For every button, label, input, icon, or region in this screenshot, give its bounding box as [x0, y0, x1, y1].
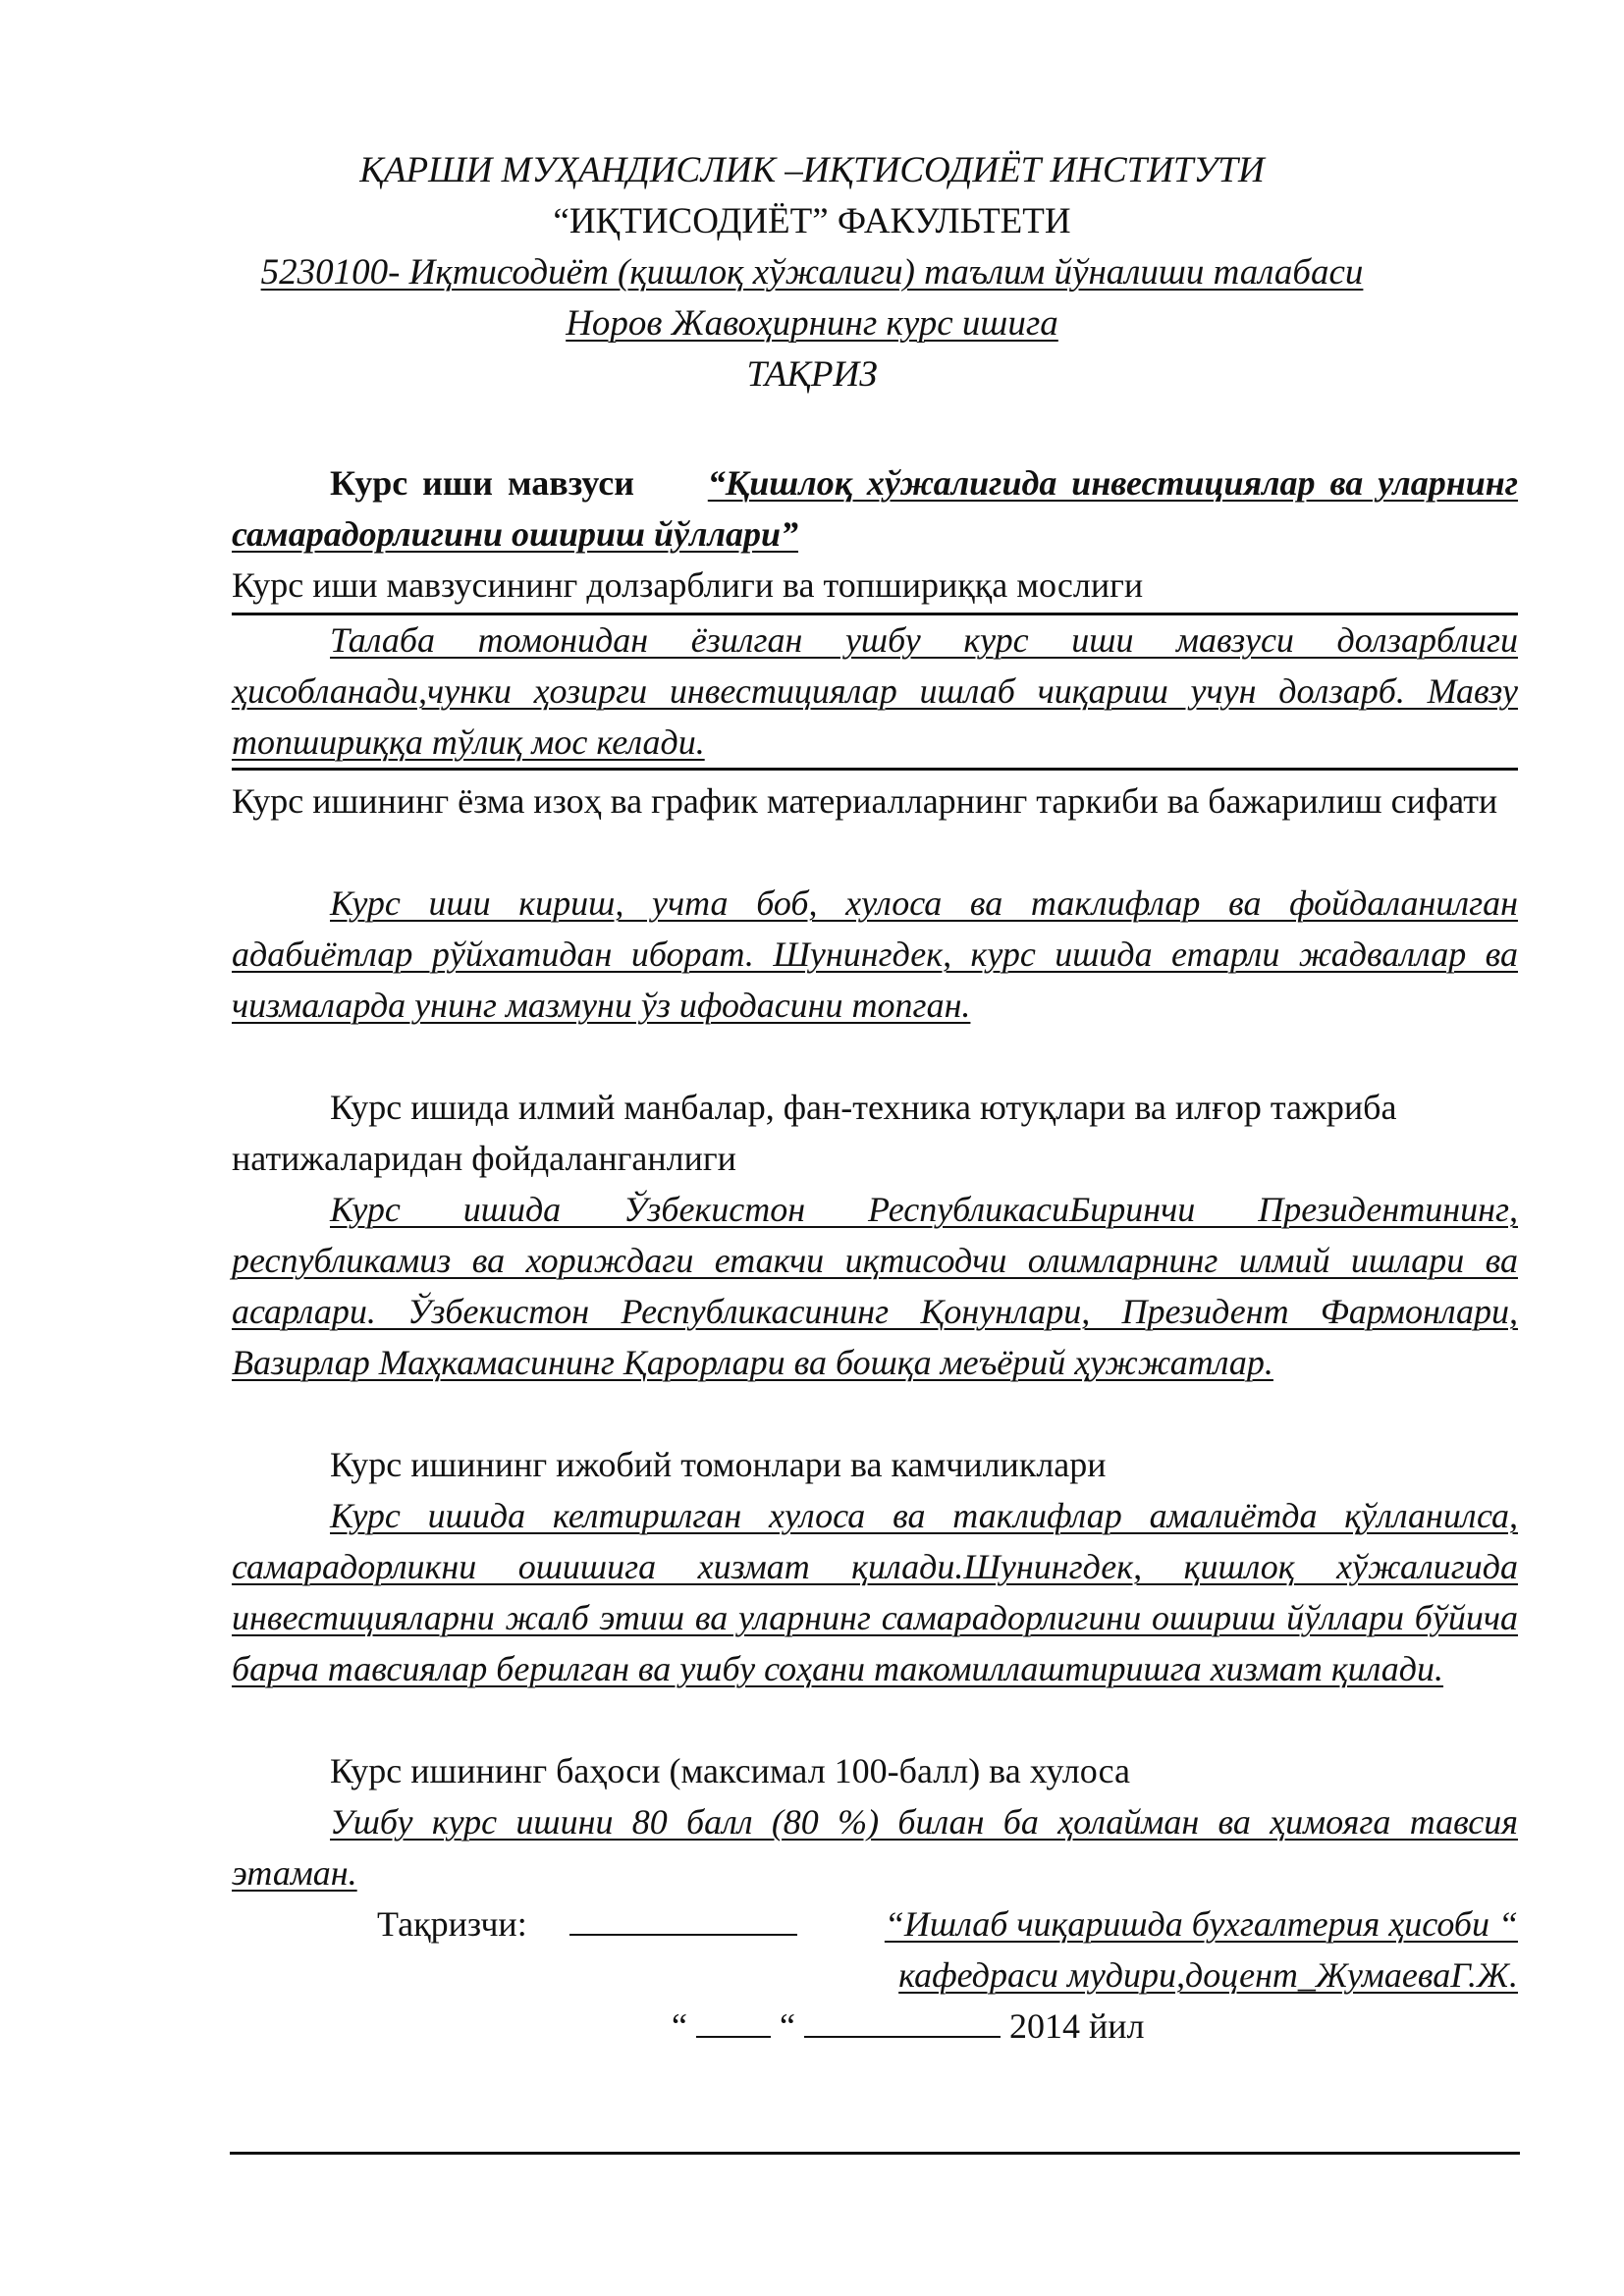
- footer-divider: [230, 2152, 1520, 2155]
- topic-label: Курс иши мавзуси: [330, 463, 635, 503]
- section-grade-heading: Курс ишининг баҳоси (максимал 100-балл) ва хулоса: [330, 1751, 1130, 1790]
- signature-blank: [569, 1898, 797, 1949]
- institute-name: ҚАРШИ МУҲАНДИСЛИК –ИҚТИСОДИЁТ ИНСТИТУТИ: [359, 150, 1265, 190]
- reviewer-position: “Ишлаб чиқаришда бухгалтерия ҳисоби “: [884, 1904, 1518, 1944]
- course-topic: [232, 457, 1518, 560]
- document-header: [0, 145, 1624, 400]
- study-direction: 5230100- Иқтисодиёт (қишлоқ хўжалиги) таълим йўналиши талабаси: [260, 252, 1364, 293]
- topic-title: “Қишлоқ хўжалигида инвестициялар ва уларнинг самарадорлигини ошириш йўллари”: [232, 463, 1519, 554]
- student-name: Норов Жавоҳирнинг курс ишига: [566, 303, 1058, 344]
- section-pros-cons-heading: Курс ишининг ижобий томонлари ва камчиликлари: [330, 1445, 1107, 1484]
- faculty-name: “ИҚТИСОДИЁТ” ФАКУЛЬТЕТИ: [553, 201, 1071, 241]
- section-materials-answer: Курс иши кириш, учта боб, хулоса ва таклифлар ва фойдаланилган адабиётлар рўйхатидан иборат. Шунингдек, курс ишида етарли жадваллар ва чизмаларда унинг мазмуни ўз ифодасини топган.: [232, 883, 1518, 1025]
- date-year: 2014 йил: [1008, 2006, 1145, 2046]
- divider: [232, 768, 1518, 771]
- document-type: ТАҚРИЗ: [746, 354, 878, 395]
- section-relevance-answer: Талаба томонидан ёзилган ушбу курс иши мавзуси долзарблиги ҳисобланади,чунки ҳозирги инвестициялар ишлаб чиқариш учун долзарб. Мавзу топшириққа тўлиқ мос келади.: [232, 620, 1518, 762]
- section-sources-answer: Курс ишида Ўзбекистон РеспубликасиБиринчи Президентининг, республикамиз ва хориждаги етакчи иқтисодчи олимларнинг илмий ишлари ва асарлари. Ўзбекистон Республикасининг Қонунлари, Президент Фармонлари, Вазирлар Маҳкамасининг Қарорлари ва бошқа меъёрий ҳужжатлар.: [232, 1190, 1518, 1382]
- review-date: [672, 2001, 1144, 2052]
- reviewer-label: Тақризчи:: [377, 1904, 527, 1944]
- section-grade-answer: Ушбу курс ишини 80 балл (80 %) билан ба ҳолайман ва ҳимояга тавсия этаман.: [232, 1802, 1518, 1893]
- date-open-quote: “: [672, 2006, 687, 2046]
- date-close-quote: “: [779, 2006, 795, 2046]
- section-relevance-heading: Курс иши мавзусининг долзарблиги ва топшириққа мослиги: [232, 565, 1144, 605]
- section-pros-cons-answer: Курс ишида келтирилган хулоса ва таклифлар амалиётда қўлланилса, самарадорликни ошишига хизмат қилади.Шунингдек, қишлоқ хўжалигида инвестицияларни жалб этиш ва уларнинг самарадорлигини ошириш йўллари бўйича барча тавсиялар берилган ва ушбу соҳани такомиллаштиришга хизмат қилади.: [232, 1496, 1518, 1688]
- reviewer-name: кафедраси мудири,доцент_ЖумаеваГ.Ж.: [898, 1955, 1518, 1995]
- section-materials-heading: Курс ишининг ёзма изоҳ ва график материалларнинг таркиби ва бажарилиш сифати: [232, 781, 1498, 821]
- section-sources-heading: Курс ишида илмий манбалар, фан-техника ютуқлари ва илғор тажриба натижаларидан фойдаланганлиги: [232, 1088, 1397, 1178]
